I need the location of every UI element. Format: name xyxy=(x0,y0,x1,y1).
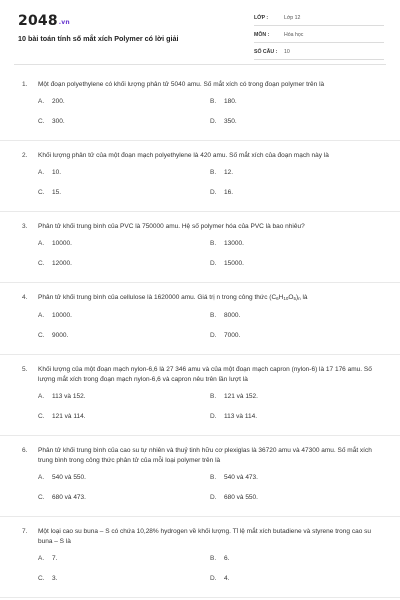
meta-value: 10 xyxy=(284,49,290,55)
option-text: 12. xyxy=(224,169,234,176)
option-letter: A. xyxy=(38,555,45,562)
question-text xyxy=(38,293,310,304)
option-letter: A. xyxy=(38,169,45,176)
meta-label: SỐ CÂU : xyxy=(254,49,278,55)
answer-option[interactable] xyxy=(210,259,382,269)
answer-option[interactable] xyxy=(38,331,210,341)
option-letter: B. xyxy=(210,169,217,176)
question-text-before: Phân tử khối trung bình của cellulose là 1620000 amu. Giá trị n trong công thức (C xyxy=(38,294,277,301)
question-text: Khối lượng phân tử của một đoạn mạch polyethylene là 420 amu. Số mắt xích của đoạn mạch này là xyxy=(38,152,329,159)
option-letter: A. xyxy=(38,98,45,105)
option-text: 12000. xyxy=(52,260,72,267)
question-number: 4. xyxy=(22,294,28,301)
header-divider xyxy=(14,64,386,65)
answer-options xyxy=(38,239,378,278)
option-letter: B. xyxy=(210,393,217,400)
answer-option[interactable] xyxy=(38,574,210,584)
page-title: 10 bài toán tính số mắt xích Polymer có lời giải xyxy=(18,34,179,43)
meta-value: Hóa học xyxy=(284,32,304,38)
option-text: 15. xyxy=(52,189,62,196)
option-letter: A. xyxy=(38,393,45,400)
question-item xyxy=(0,436,400,517)
option-text: 121 và 114. xyxy=(52,413,86,420)
answer-option[interactable] xyxy=(210,473,382,483)
option-text: 15000. xyxy=(224,260,244,267)
option-letter: B. xyxy=(210,474,217,481)
option-letter: B. xyxy=(210,312,217,319)
question-text: Khối lượng của một đoạn mạch nylon-6,6 là 27 346 amu và của một đoạn mạch capron (nylon-6) là 17 176 amu. Số lượng mắt xích trong đoạn mạch nylon-6,6 và capron nêu trên lần lượt là xyxy=(38,366,372,383)
meta-row-subject xyxy=(254,29,384,43)
option-letter: D. xyxy=(210,260,217,267)
question-item xyxy=(0,283,400,355)
option-text: 350. xyxy=(224,118,237,125)
question-number: 6. xyxy=(22,447,28,454)
option-text: 113 và 114. xyxy=(224,413,258,420)
formula-sub: 6 xyxy=(276,296,279,301)
answer-option[interactable] xyxy=(210,97,382,107)
question-text: Một loại cao su buna – S có chứa 10,28% hydrogen về khối lượng. Tỉ lệ mắt xích butadiene và styrene trong cao su buna – S là xyxy=(38,528,371,545)
question-number: 2. xyxy=(22,152,28,159)
meta-label: MÔN : xyxy=(254,32,270,38)
answer-option[interactable] xyxy=(210,188,382,198)
answer-option[interactable] xyxy=(210,493,382,503)
option-text: 4. xyxy=(224,575,230,582)
option-text: 7000. xyxy=(224,332,241,339)
option-text: 16. xyxy=(224,189,234,196)
answer-option[interactable] xyxy=(38,97,210,107)
option-letter: A. xyxy=(38,312,45,319)
question-text-after: là xyxy=(300,294,308,301)
question-item xyxy=(0,212,400,283)
option-text: 200. xyxy=(52,98,65,105)
question-number: 1. xyxy=(22,81,28,88)
answer-option[interactable] xyxy=(210,117,382,127)
answer-option[interactable] xyxy=(210,574,382,584)
logo-main: 2048 xyxy=(18,13,58,29)
question-item xyxy=(0,70,400,141)
option-letter: D. xyxy=(210,413,217,420)
answer-options xyxy=(38,311,378,350)
question-list xyxy=(0,70,400,598)
option-letter: C. xyxy=(38,575,45,582)
meta-row-question-count xyxy=(254,46,384,60)
answer-option[interactable] xyxy=(210,331,382,341)
question-number: 5. xyxy=(22,366,28,373)
formula-text: ) xyxy=(295,294,299,301)
option-text: 680 và 550. xyxy=(224,494,258,501)
question-item xyxy=(0,355,400,436)
option-letter: A. xyxy=(38,474,45,481)
option-letter: C. xyxy=(38,332,45,339)
option-text: 6. xyxy=(224,555,230,562)
option-text: 113 và 152. xyxy=(52,393,86,400)
answer-option[interactable] xyxy=(210,392,382,402)
option-letter: D. xyxy=(210,189,217,196)
meta-label: LỚP : xyxy=(254,15,269,21)
option-text: 680 và 473. xyxy=(52,494,86,501)
option-letter: C. xyxy=(38,413,45,420)
answer-option[interactable] xyxy=(38,311,210,321)
option-text: 3. xyxy=(52,575,58,582)
answer-options xyxy=(38,554,378,593)
answer-option[interactable] xyxy=(38,168,210,178)
option-letter: D. xyxy=(210,118,217,125)
answer-option[interactable] xyxy=(38,392,210,402)
question-number: 3. xyxy=(22,223,28,230)
answer-option[interactable] xyxy=(38,473,210,483)
answer-option[interactable] xyxy=(210,311,382,321)
option-text: 9000. xyxy=(52,332,69,339)
document-header xyxy=(0,0,400,62)
answer-option[interactable] xyxy=(210,412,382,422)
option-letter: C. xyxy=(38,189,45,196)
option-letter: C. xyxy=(38,494,45,501)
option-letter: A. xyxy=(38,240,45,247)
option-text: 7. xyxy=(52,555,58,562)
option-text: 10000. xyxy=(52,240,72,247)
option-text: 121 và 152. xyxy=(224,393,258,400)
formula-sub: n xyxy=(298,296,301,301)
formula-sub: 10 xyxy=(283,296,289,301)
answer-options xyxy=(38,392,378,431)
answer-options xyxy=(38,97,378,136)
option-text: 13000. xyxy=(224,240,244,247)
answer-option[interactable] xyxy=(38,188,210,198)
option-text: 300. xyxy=(52,118,65,125)
option-letter: C. xyxy=(38,260,45,267)
meta-value: Lớp 12 xyxy=(284,15,301,21)
meta-row-class xyxy=(254,12,384,26)
option-letter: B. xyxy=(210,98,217,105)
answer-option[interactable] xyxy=(38,412,210,422)
option-text: 8000. xyxy=(224,312,241,319)
site-logo[interactable] xyxy=(18,13,70,29)
answer-option[interactable] xyxy=(38,117,210,127)
option-text: 540 và 550. xyxy=(52,474,86,481)
answer-option[interactable] xyxy=(210,554,382,564)
answer-option[interactable] xyxy=(38,239,210,249)
question-text: Phân tử khối trung bình của cao su tự nhiên và thuỷ tinh hữu cơ plexiglas là 36720 amu và 47300 amu. Số mắt xích trung bình trong công thức phân tử của mỗi loại polymer trên là xyxy=(38,447,372,464)
option-letter: D. xyxy=(210,494,217,501)
formula-text: H xyxy=(278,294,284,301)
answer-option[interactable] xyxy=(38,493,210,503)
question-text: Phân tử khối trung bình của PVC là 750000 amu. Hệ số polymer hóa của PVC là bao nhiêu? xyxy=(38,223,305,230)
answer-options xyxy=(38,473,378,512)
document-meta xyxy=(254,12,384,63)
question-text: Một đoạn polyethylene có khối lượng phân tử 5040 amu. Số mắt xích có trong đoạn polymer trên là xyxy=(38,81,325,88)
answer-option[interactable] xyxy=(210,239,382,249)
formula-text: O xyxy=(288,294,294,301)
option-letter: B. xyxy=(210,240,217,247)
option-letter: C. xyxy=(38,118,45,125)
question-item xyxy=(0,141,400,212)
answer-option[interactable] xyxy=(38,259,210,269)
answer-option[interactable] xyxy=(210,168,382,178)
option-text: 180. xyxy=(224,98,237,105)
option-letter: D. xyxy=(210,575,217,582)
option-letter: D. xyxy=(210,332,217,339)
answer-option[interactable] xyxy=(38,554,210,564)
logo-suffix: .vn xyxy=(58,19,70,26)
question-item xyxy=(0,517,400,598)
option-text: 10. xyxy=(52,169,62,176)
option-text: 10000. xyxy=(52,312,72,319)
option-letter: B. xyxy=(210,555,217,562)
formula-sub: 5 xyxy=(293,296,296,301)
question-number: 7. xyxy=(22,528,28,535)
answer-options xyxy=(38,168,378,207)
option-text: 540 và 473. xyxy=(224,474,258,481)
